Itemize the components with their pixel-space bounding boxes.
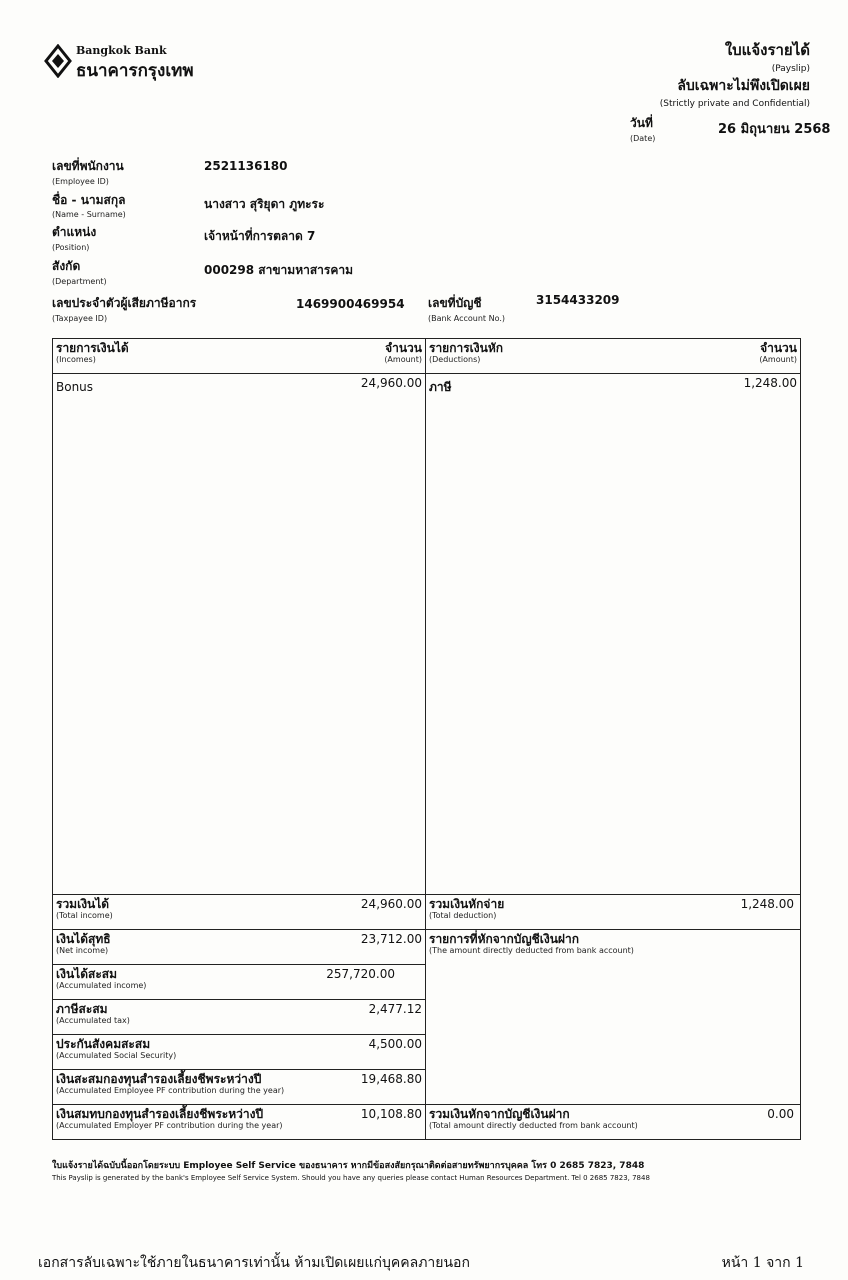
accumulated-ss-value: 4,500.00 bbox=[368, 1037, 422, 1051]
deductions-header-en: (Deductions) bbox=[429, 355, 481, 364]
employee-id-value: 2521136180 bbox=[204, 159, 288, 173]
deduction-amount: 1,248.00 bbox=[743, 376, 797, 390]
total-deduction-row bbox=[426, 895, 801, 930]
total-direct-deduction-label: รวมเงินหักจากบัญชีเงินฝาก bbox=[429, 1107, 570, 1121]
deductions-header-th: รายการเงินหัก bbox=[429, 341, 504, 355]
bank-name-en: Bangkok Bank bbox=[76, 44, 167, 57]
date-label: วันที่ bbox=[630, 116, 653, 130]
department-value: 000298 สาขามหาสารคาม bbox=[204, 263, 354, 277]
employee-id-label-en: (Employee ID) bbox=[52, 177, 109, 186]
employer-pf-row bbox=[53, 1105, 426, 1140]
incomes-header bbox=[53, 339, 426, 374]
incomes-header-en: (Incomes) bbox=[56, 355, 96, 364]
direct-deduction-label: รายการที่หักจากบัญชีเงินฝาก bbox=[429, 932, 579, 946]
footer-confidential: เอกสารลับเฉพาะใช้ภายในธนาคารเท่านั้น ห้ามเปิดเผยแก่บุคคลภายนอก bbox=[38, 1255, 470, 1271]
incomes-header-th: รายการเงินได้ bbox=[56, 341, 129, 355]
employer-pf-label-en: (Accumulated Employer PF contribution during the year) bbox=[56, 1121, 283, 1130]
income-item: Bonus bbox=[56, 380, 94, 394]
total-income-value: 24,960.00 bbox=[360, 897, 422, 911]
footnote-th: ใบแจ้งรายได้ฉบับนี้ออกโดยระบบ Employee Self Service ของธนาคาร หากมีข้อสงสัยกรุณาติดต่อสายทรัพยากรบุคคล โทร 0 2685 7823, 7848 bbox=[52, 1161, 645, 1171]
income-amount: 24,960.00 bbox=[360, 376, 422, 390]
accumulated-tax-label-en: (Accumulated tax) bbox=[56, 1016, 130, 1025]
amount-header-th: จำนวน bbox=[385, 341, 422, 355]
amount-header-en-2: (Amount) bbox=[759, 355, 797, 364]
bank-account-label: เลขที่บัญชี bbox=[428, 296, 482, 310]
accumulated-income-label: เงินได้สะสม bbox=[56, 967, 117, 981]
net-income-value: 23,712.00 bbox=[360, 932, 422, 946]
employee-pf-row bbox=[53, 1070, 426, 1105]
accumulated-ss-label: ประกันสังคมสะสม bbox=[56, 1037, 151, 1051]
deductions-header bbox=[426, 339, 801, 374]
confidential-en: (Strictly private and Confidential) bbox=[659, 99, 810, 109]
employee-pf-label: เงินสะสมกองทุนสำรองเลี้ยงชีพระหว่างปี bbox=[56, 1072, 262, 1086]
employee-pf-label-en: (Accumulated Employee PF contribution during the year) bbox=[56, 1086, 285, 1095]
accumulated-income-label-en: (Accumulated income) bbox=[56, 981, 147, 990]
confidential-th: ลับเฉพาะไม่พึงเปิดเผย bbox=[677, 78, 810, 94]
accumulated-tax-value: 2,477.12 bbox=[368, 1002, 422, 1016]
department-label-en: (Department) bbox=[52, 277, 107, 286]
amount-header-en: (Amount) bbox=[384, 355, 422, 364]
bangkok-bank-logo-icon bbox=[44, 44, 72, 78]
date-label-en: (Date) bbox=[630, 134, 656, 143]
position-value: เจ้าหน้าที่การตลาด 7 bbox=[204, 229, 316, 243]
payslip-table bbox=[52, 338, 801, 1140]
total-income-row bbox=[53, 895, 426, 930]
accumulated-tax-label: ภาษีสะสม bbox=[56, 1002, 108, 1016]
bank-account-value: 3154433209 bbox=[536, 293, 620, 307]
payslip-title-en: (Payslip) bbox=[771, 64, 810, 74]
total-income-label: รวมเงินได้ bbox=[56, 897, 110, 911]
net-income-row bbox=[53, 930, 426, 965]
accumulated-ss-row bbox=[53, 1035, 426, 1070]
position-label-en: (Position) bbox=[52, 243, 90, 252]
employee-id-label: เลขที่พนักงาน bbox=[52, 159, 124, 173]
position-label: ตำแหน่ง bbox=[52, 225, 97, 239]
total-direct-deduction-label-en: (Total amount directly deducted from bank account) bbox=[429, 1121, 638, 1130]
taxpayer-id-value: 1469900469954 bbox=[296, 297, 405, 311]
total-deduction-label: รวมเงินหักจ่าย bbox=[429, 897, 505, 911]
deductions-list bbox=[426, 374, 801, 895]
taxpayer-id-label: เลขประจำตัวผู้เสียภาษีอากร bbox=[52, 296, 197, 310]
bank-logo bbox=[44, 40, 244, 84]
total-direct-deduction-row bbox=[426, 1105, 801, 1140]
payslip-title-th: ใบแจ้งรายได้ bbox=[724, 41, 810, 59]
deduction-item: ภาษี bbox=[429, 380, 452, 394]
total-deduction-label-en: (Total deduction) bbox=[429, 911, 497, 920]
bank-name-th: ธนาคารกรุงเทพ bbox=[76, 61, 194, 81]
direct-deduction-cell bbox=[426, 930, 801, 1105]
footnote-en: This Payslip is generated by the bank's Employee Self Service System. Should you have any queries please contact Human Resources Department. Tel 0 2685 7823, 7848 bbox=[52, 1174, 650, 1182]
name-label-en: (Name - Surname) bbox=[52, 210, 126, 219]
amount-header-th-2: จำนวน bbox=[760, 341, 797, 355]
name-label: ชื่อ - นามสกุล bbox=[52, 193, 126, 207]
employee-pf-value: 19,468.80 bbox=[360, 1072, 422, 1086]
department-label: สังกัด bbox=[52, 259, 81, 273]
accumulated-ss-label-en: (Accumulated Social Security) bbox=[56, 1051, 177, 1060]
date-value: 26 มิถุนายน 2568 bbox=[718, 122, 831, 137]
direct-deduction-label-en: (The amount directly deducted from bank account) bbox=[429, 946, 634, 955]
accumulated-income-value: 257,720.00 bbox=[326, 967, 395, 981]
net-income-label: เงินได้สุทธิ bbox=[56, 932, 111, 946]
incomes-list bbox=[53, 374, 426, 895]
footer-page-number: หน้า 1 จาก 1 bbox=[721, 1255, 804, 1271]
total-deduction-value: 1,248.00 bbox=[740, 897, 794, 911]
accumulated-tax-row bbox=[53, 1000, 426, 1035]
taxpayer-id-label-en: (Taxpayee ID) bbox=[52, 314, 108, 323]
employer-pf-value: 10,108.80 bbox=[360, 1107, 422, 1121]
employer-pf-label: เงินสมทบกองทุนสำรองเลี้ยงชีพระหว่างปี bbox=[56, 1107, 264, 1121]
name-value: นางสาว สุริยุดา ภูทะระ bbox=[204, 197, 325, 211]
accumulated-income-row bbox=[53, 965, 426, 1000]
total-direct-deduction-value: 0.00 bbox=[767, 1107, 794, 1121]
total-income-label-en: (Total income) bbox=[56, 911, 113, 920]
net-income-label-en: (Net income) bbox=[56, 946, 109, 955]
bank-account-label-en: (Bank Account No.) bbox=[428, 314, 506, 323]
